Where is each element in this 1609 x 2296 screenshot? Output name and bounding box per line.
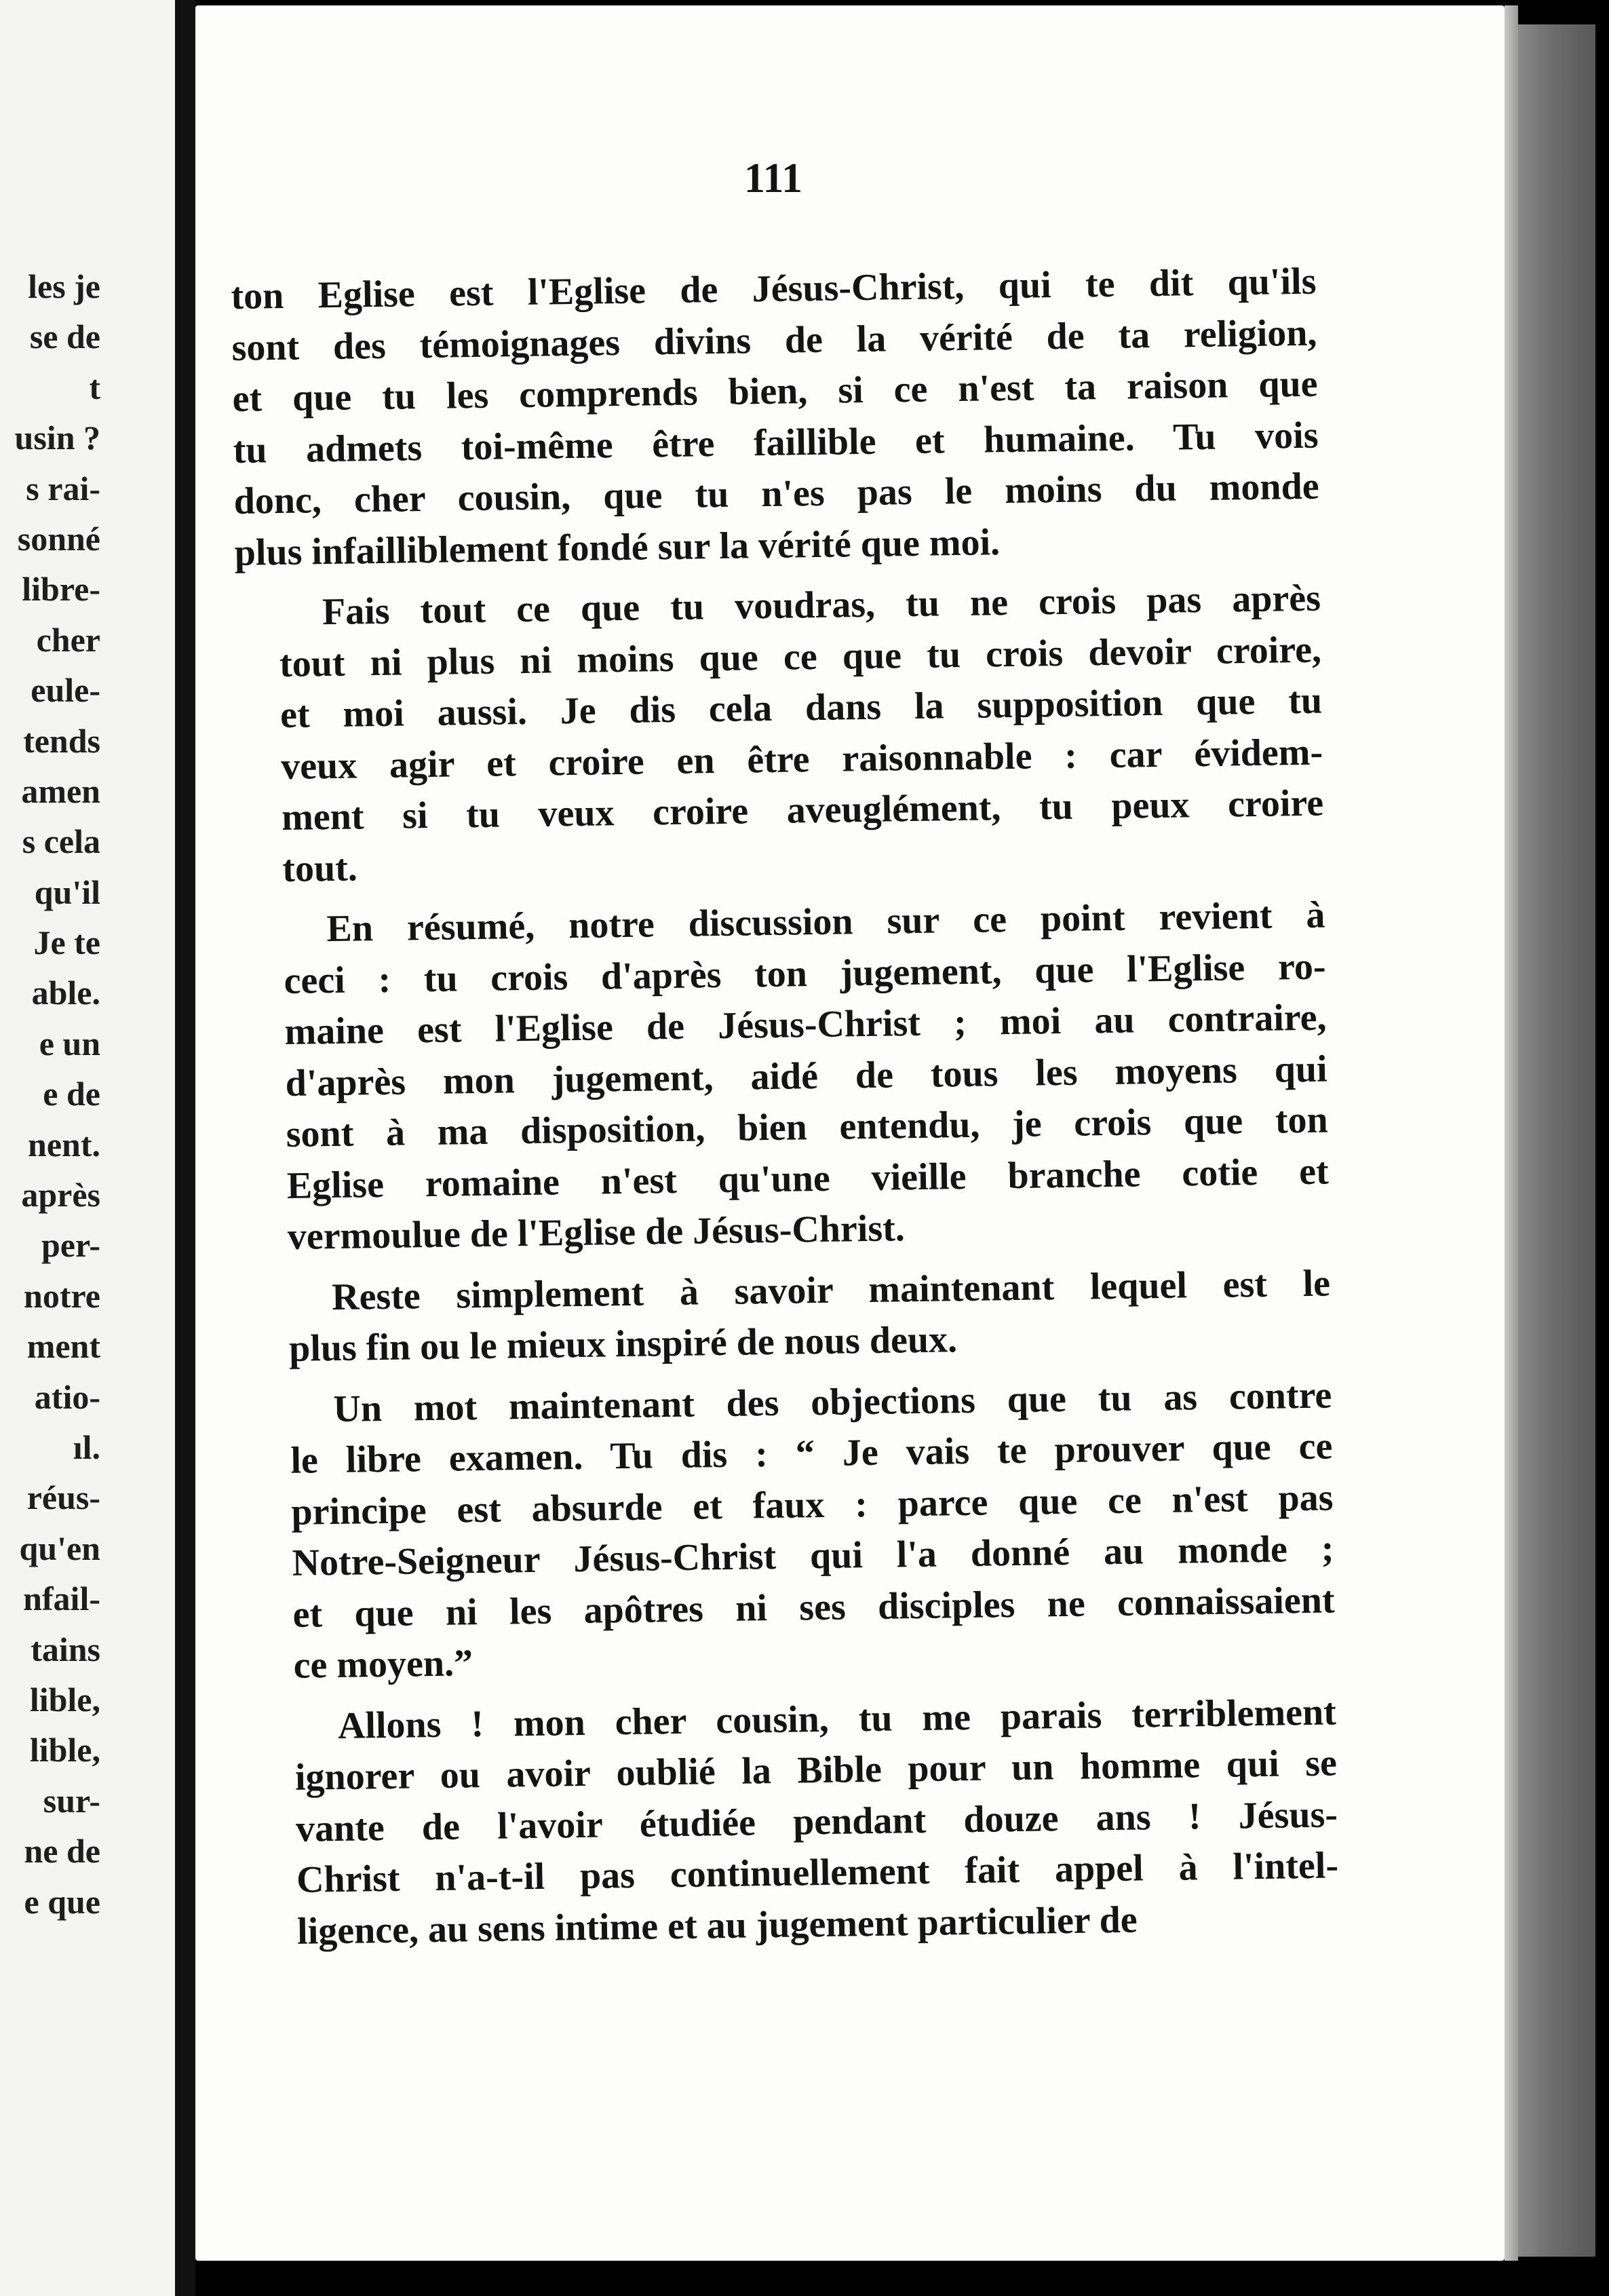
left-page-fragment: sonné (17, 519, 100, 558)
left-page-fragment: able. (31, 974, 100, 1012)
left-page-fragment: s cela (22, 822, 100, 861)
left-page-fragment: ment (26, 1327, 100, 1366)
text-line: ton Eglise est l'Eglise de Jésus-Christ, qui te dit qu'ils (231, 260, 1317, 318)
left-page-text-fragments (15, 261, 100, 1927)
text-line: plus infailliblement fondé sur la vérité que moi. (234, 520, 1001, 574)
left-page-fragment: nent. (28, 1125, 100, 1164)
left-page-fragment: tains (31, 1630, 100, 1668)
left-page-fragment: e que (24, 1882, 100, 1921)
text-line: vante de l'avoir étudiée pendant douze ans ! Jésus- (295, 1793, 1338, 1850)
paragraph (245, 1258, 1332, 1375)
left-page-fragment: per- (41, 1226, 100, 1265)
text-line: vermoulue de l'Eglise de Jésus-Christ. (287, 1207, 906, 1258)
page-number: 111 (743, 155, 803, 202)
text-line: Eglise romaine n'est qu'une vieille branche cotie et (286, 1150, 1330, 1207)
text-line: ment si tu veux croire aveuglément, tu peux croire (281, 782, 1324, 839)
paragraph (246, 1370, 1336, 1692)
text-line: Allons ! mon cher cousin, tu me parais terriblement (337, 1690, 1337, 1747)
left-page-fragment: e de (43, 1075, 100, 1113)
page-edge (1505, 5, 1518, 2261)
text-line: Un mot maintenant des objections que tu as contre (332, 1373, 1332, 1430)
text-line: Fais tout ce que tu voudras, tu ne crois pas après (322, 577, 1321, 634)
text-line: ignorer ou avoir oublié la Bible pour un homme qui se (294, 1742, 1338, 1799)
text-line: Christ n'a-t-il pas continuellement fait appel à l'intel- (296, 1844, 1339, 1901)
book-gutter (175, 0, 195, 2296)
left-page-fragment: sur- (43, 1781, 100, 1820)
left-page-fragment: qu'il (34, 873, 100, 911)
left-page (0, 0, 175, 2296)
text-line: Notre-Seigneur Jésus-Christ qui l'a donné au monde ; (292, 1527, 1334, 1584)
text-line: ceci : tu crois d'après ton jugement, que l'Eglise ro- (284, 945, 1326, 1002)
text-line: d'après mon jugement, aidé de tous les moyens qui (285, 1048, 1327, 1105)
left-page-fragment: tends (23, 721, 100, 760)
left-page-fragment: les je (28, 267, 100, 305)
text-line: tout ni plus ni moins que ce que tu crois devoir croire, (279, 628, 1322, 685)
text-line: ligence, au sens intime et au jugement particulier de (296, 1898, 1138, 1953)
text-line: Reste simplement à savoir maintenant lequel est le (331, 1262, 1331, 1318)
text-line: maine est l'Eglise de Jésus-Christ ; moi au contraire, (284, 996, 1327, 1053)
left-page-fragment: lible, (29, 1680, 100, 1719)
text-line: et moi aussi. Je dis cela dans la supposition que tu (279, 679, 1323, 737)
text-line: donc, cher cousin, que tu n'es pas le moins du monde (233, 465, 1320, 522)
text-line: tout. (282, 846, 358, 890)
left-page-fragment: cher (36, 620, 100, 659)
paragraph (239, 890, 1330, 1264)
text-line: sont à ma disposition, bien entendu, je crois que ton (286, 1098, 1329, 1155)
left-page-fragment: Je te (33, 923, 100, 962)
text-line: principe est absurde et faux : parce que ce n'est pas (291, 1476, 1334, 1533)
left-page-fragment: ne de (24, 1832, 100, 1871)
text-line: le libre examen. Tu dis : “ Je vais te prouver que ce (290, 1425, 1333, 1482)
left-page-fragment: usin ? (14, 419, 100, 457)
left-page-fragment: atio- (34, 1377, 100, 1416)
paragraph (250, 1687, 1339, 1958)
left-page-fragment: qu'en (19, 1529, 100, 1567)
left-page-fragment: ıl. (73, 1428, 100, 1466)
left-page-fragment: se de (29, 318, 100, 356)
page-stack-edge (1518, 24, 1595, 2257)
paragraph (235, 573, 1325, 896)
left-page-fragment: lible, (29, 1731, 100, 1769)
left-page-fragment: eule- (31, 671, 100, 710)
text-line: plus fin ou le mieux inspiré de nous deux. (288, 1318, 958, 1370)
left-page-fragment: après (21, 1176, 100, 1214)
left-page-fragment: s rai- (26, 469, 100, 508)
text-line: tu admets toi-même être faillible et humaine. Tu vois (233, 414, 1319, 472)
left-page-fragment: amen (21, 771, 100, 810)
text-line: veux agir et croire en être raisonnable : car évidem- (280, 731, 1323, 788)
text-line: et que ni les apôtres ni ses disciples ne connaissaient (292, 1578, 1335, 1636)
text-line: ce moyen.” (293, 1642, 473, 1687)
text-line: sont des témoignages divins de la vérité de ta religion, (231, 311, 1317, 369)
left-page-fragment: nfail- (23, 1580, 100, 1618)
left-page-fragment: t (89, 368, 100, 406)
paragraph (231, 256, 1320, 579)
text-line: En résumé, notre discussion sur ce point revient à (326, 894, 1325, 951)
left-page-fragment: e un (39, 1024, 100, 1063)
text-line: et que tu les comprends bien, si ce n'est ta raison que (232, 362, 1318, 420)
left-page-fragment: notre (24, 1276, 100, 1315)
left-page-fragment: libre- (22, 570, 100, 609)
left-page-fragment: réus- (26, 1478, 100, 1517)
page-body-text (231, 256, 1340, 1968)
